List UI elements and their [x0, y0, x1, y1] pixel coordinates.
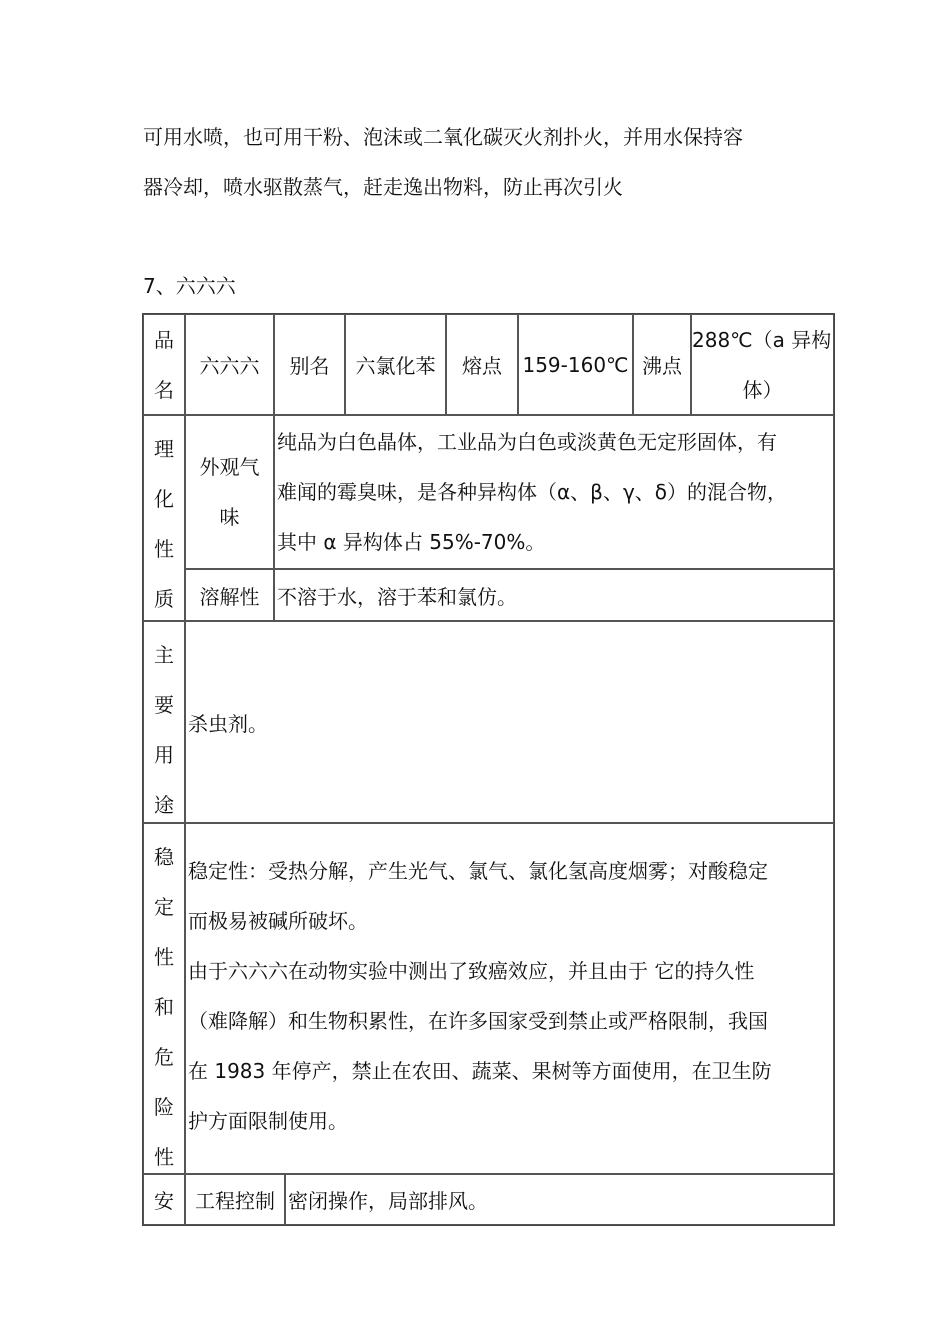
engineering-control-value: 密闭操作，局部排风。 [285, 1174, 834, 1225]
appearance-value: 纯品为白色晶体，工业品为白色或淡黄色无定形固体，有 难闻的霉臭味，是各种异构体（α、β、γ、δ）的混合物， 其中 α 异构体占 55%-70%。 [274, 415, 834, 569]
label-physicochemical: 理 化 性 质 [143, 415, 185, 621]
main-uses-value: 杀虫剂。 [185, 621, 834, 823]
appearance-label: 外观气 味 [185, 415, 274, 569]
intro-line-2: 器冷却，喷水驱散蒸气，赶走逸出物料，防止再次引火 [143, 175, 623, 199]
label-main-uses: 主 要 用 途 [143, 621, 185, 823]
alias-value: 六氯化苯 [345, 314, 446, 415]
label-product-name: 品 名 [143, 314, 185, 415]
boiling-point-value: 288℃（a 异构 体） [691, 314, 834, 415]
label-stability-hazard: 稳 定 性 和 危 险 性 [143, 823, 185, 1174]
alias-label: 别名 [274, 314, 345, 415]
engineering-control-label: 工程控制 [185, 1174, 285, 1225]
label-safety: 安 [143, 1174, 185, 1225]
solubility-label: 溶解性 [185, 569, 274, 621]
solubility-value: 不溶于水，溶于苯和氯仿。 [274, 569, 834, 621]
stability-hazard-value: 稳定性：受热分解，产生光气、氯气、氯化氢高度烟雾；对酸稳定 而极易被碱所破坏。 由于六六六在动物实验中测出了致癌效应，并且由于 它的持久性 （难降解）和生物积累性，在许多国家受到禁止或严格限制，我国 在 1983 年停产，禁止在农田、蔬菜、果树等方面使用，在卫生防 护方面限制使用。 [185, 823, 834, 1174]
product-name-value: 六六六 [185, 314, 274, 415]
melting-point-value: 159-160℃ [518, 314, 633, 415]
section-heading: 7、六六六 [143, 274, 236, 298]
melting-point-label: 熔点 [446, 314, 518, 415]
boiling-point-label: 沸点 [633, 314, 691, 415]
intro-line-1: 可用水喷，也可用干粉、泡沫或二氧化碳灭火剂扑火，并用水保持容 [143, 125, 743, 149]
